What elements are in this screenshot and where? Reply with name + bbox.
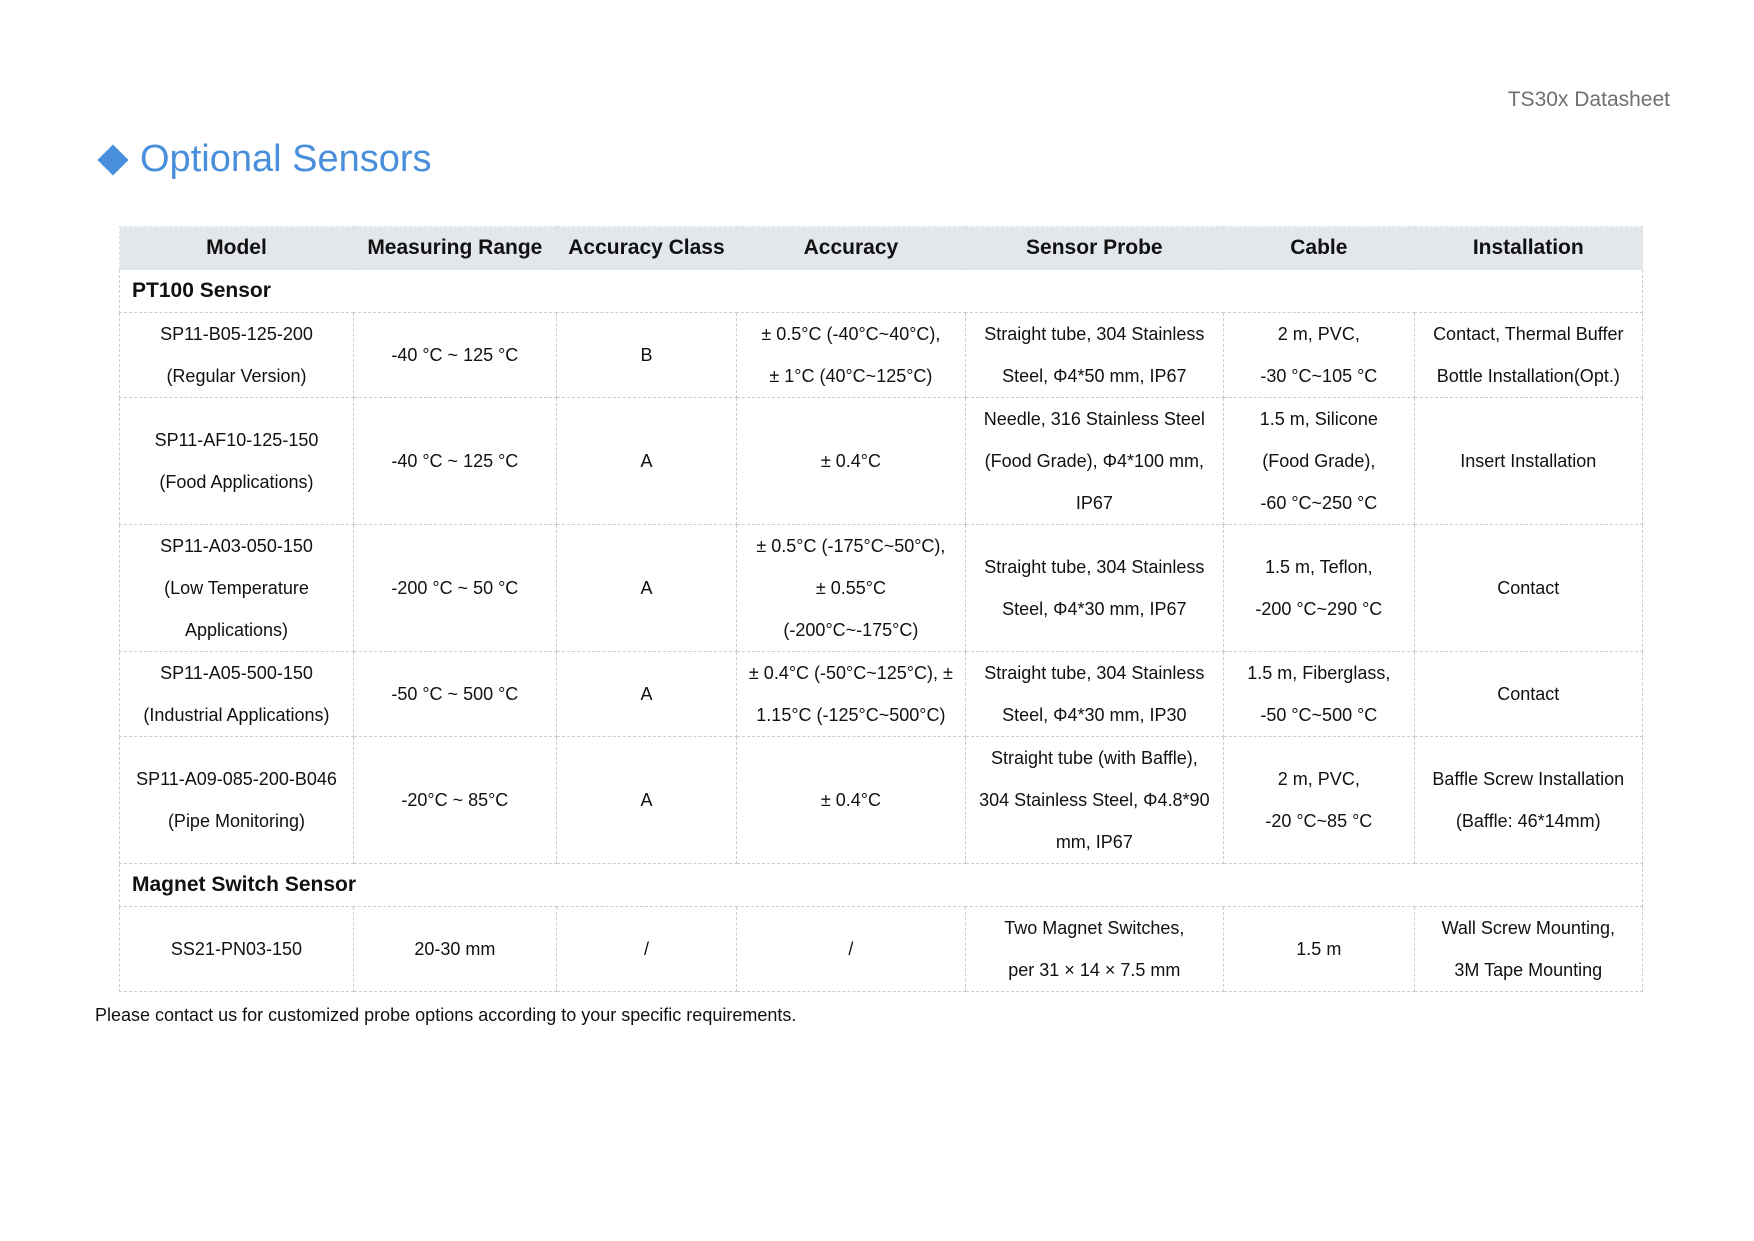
measuring-range-cell: -40 °C ~ 125 °C [353, 398, 556, 525]
cable-cell [1224, 652, 1415, 737]
cell-line: (Industrial Applications) [143, 705, 330, 725]
cell-line: 2 m, PVC, [1277, 769, 1360, 789]
group-title: PT100 Sensor [120, 270, 1643, 313]
cell-line: (-200°C~-175°C) [783, 620, 919, 640]
cell-line: 1.15°C (-125°C~500°C) [756, 705, 946, 725]
installation-cell [1414, 907, 1642, 992]
group-title: Magnet Switch Sensor [120, 864, 1643, 907]
table-row [120, 907, 1643, 992]
installation-cell [1414, 398, 1642, 525]
model-cell [120, 525, 354, 652]
table-header [120, 227, 1643, 270]
cable-cell [1224, 313, 1415, 398]
cell-line: SP11-AF10-125-150 [154, 430, 319, 450]
table-body [120, 270, 1643, 992]
installation-cell [1414, 737, 1642, 864]
cell-line: / [848, 939, 854, 959]
measuring-range-cell: -20°C ~ 85°C [353, 737, 556, 864]
installation-cell [1414, 652, 1642, 737]
cell-line: 304 Stainless Steel, Φ4.8*90 [979, 790, 1210, 810]
accuracy-class-cell: A [556, 525, 736, 652]
column-header: Measuring Range [353, 227, 556, 270]
cell-line: ± 0.5°C (-40°C~40°C), [761, 324, 941, 344]
measuring-range-cell: -200 °C ~ 50 °C [353, 525, 556, 652]
table-header-row [120, 227, 1643, 270]
cable-cell [1224, 907, 1415, 992]
section-heading [96, 138, 432, 181]
cell-line: ± 0.4°C [820, 451, 881, 471]
model-cell [120, 737, 354, 864]
sensor-probe-cell [965, 398, 1223, 525]
table-row [120, 525, 1643, 652]
accuracy-cell [737, 313, 965, 398]
table-row [120, 313, 1643, 398]
cell-line: (Pipe Monitoring) [167, 811, 305, 831]
column-header: Accuracy Class [556, 227, 736, 270]
cell-line: Straight tube (with Baffle), [990, 748, 1198, 768]
cell-line: SP11-A09-085-200-B046 [136, 769, 337, 789]
model-cell [120, 313, 354, 398]
cell-line: Contact, Thermal Buffer [1433, 324, 1624, 344]
cell-line: Steel, Φ4*30 mm, IP67 [1002, 599, 1187, 619]
cell-line: 1.5 m, Teflon, [1264, 557, 1373, 577]
cell-line: Insert Installation [1460, 451, 1597, 471]
cell-line: Steel, Φ4*30 mm, IP30 [1002, 705, 1187, 725]
table-row [120, 652, 1643, 737]
cell-line: mm, IP67 [1055, 832, 1133, 852]
diamond-bullet-icon [97, 144, 128, 175]
cell-line: 2 m, PVC, [1277, 324, 1360, 344]
accuracy-cell [737, 652, 965, 737]
measuring-range-cell: -40 °C ~ 125 °C [353, 313, 556, 398]
column-header: Installation [1414, 227, 1642, 270]
sensor-probe-cell [965, 907, 1223, 992]
cell-line: Baffle Screw Installation [1432, 769, 1625, 789]
cell-line: ± 0.55°C [815, 578, 886, 598]
measuring-range-cell: -50 °C ~ 500 °C [353, 652, 556, 737]
cell-line: Straight tube, 304 Stainless [984, 663, 1205, 683]
cell-line: IP67 [1075, 493, 1113, 513]
column-header: Model [120, 227, 354, 270]
cable-cell [1224, 398, 1415, 525]
sensor-probe-cell [965, 652, 1223, 737]
cell-line: Wall Screw Mounting, [1441, 918, 1615, 938]
cell-line: SP11-B05-125-200 [160, 324, 313, 344]
cell-line: -200 °C~290 °C [1255, 599, 1383, 619]
cell-line: (Food Applications) [159, 472, 314, 492]
sensor-probe-cell [965, 313, 1223, 398]
column-header: Accuracy [737, 227, 965, 270]
table-row [120, 398, 1643, 525]
measuring-range-cell: 20-30 mm [353, 907, 556, 992]
accuracy-class-cell: A [556, 398, 736, 525]
accuracy-cell [737, 907, 965, 992]
cell-line: 1.5 m [1296, 939, 1342, 959]
cell-line: Needle, 316 Stainless Steel [983, 409, 1205, 429]
cell-line: 3M Tape Mounting [1454, 960, 1603, 980]
cable-cell [1224, 737, 1415, 864]
model-cell [120, 652, 354, 737]
accuracy-cell [737, 398, 965, 525]
cell-line: Straight tube, 304 Stainless [984, 557, 1205, 577]
accuracy-class-cell: A [556, 652, 736, 737]
document-header-title: TS30x Datasheet [1507, 88, 1670, 111]
model-cell [120, 398, 354, 525]
column-header: Sensor Probe [965, 227, 1223, 270]
cell-line: 1.5 m, Fiberglass, [1247, 663, 1391, 683]
cell-line: (Baffle: 46*14mm) [1455, 811, 1601, 831]
cell-line: SP11-A05-500-150 [160, 663, 313, 683]
cell-line: -30 °C~105 °C [1260, 366, 1378, 386]
cell-line: Bottle Installation(Opt.) [1436, 366, 1620, 386]
table-row [120, 737, 1643, 864]
accuracy-cell [737, 737, 965, 864]
accuracy-class-cell: / [556, 907, 736, 992]
cable-cell [1224, 525, 1415, 652]
footnote-text: Please contact us for customized probe options according to your specific requirements. [95, 1005, 797, 1025]
cell-line: (Food Grade), [1262, 451, 1376, 471]
model-cell [120, 907, 354, 992]
cell-line: Two Magnet Switches, [1004, 918, 1185, 938]
cell-line: ± 0.4°C (-50°C~125°C), ± [748, 663, 953, 683]
sensor-probe-cell [965, 525, 1223, 652]
cell-line: Steel, Φ4*50 mm, IP67 [1002, 366, 1187, 386]
cell-line: -50 °C~500 °C [1260, 705, 1378, 725]
sensor-probe-cell [965, 737, 1223, 864]
cell-line: (Low Temperature [164, 578, 309, 598]
cell-line: (Food Grade), Φ4*100 mm, [984, 451, 1205, 471]
column-header: Cable [1224, 227, 1415, 270]
cell-line: SP11-A03-050-150 [160, 536, 313, 556]
cell-line: SS21-PN03-150 [170, 939, 303, 959]
cell-line: Contact [1497, 578, 1560, 598]
accuracy-cell [737, 525, 965, 652]
cell-line: per 31 × 14 × 7.5 mm [1008, 960, 1181, 980]
cell-line: -60 °C~250 °C [1260, 493, 1378, 513]
cell-line: ± 0.4°C [820, 790, 881, 810]
cell-line: ± 0.5°C (-175°C~50°C), [756, 536, 946, 556]
cell-line: ± 1°C (40°C~125°C) [769, 366, 933, 386]
installation-cell [1414, 313, 1642, 398]
cell-line: (Regular Version) [166, 366, 307, 386]
installation-cell [1414, 525, 1642, 652]
cell-line: Straight tube, 304 Stainless [984, 324, 1205, 344]
accuracy-class-cell: B [556, 313, 736, 398]
optional-sensors-table [119, 226, 1643, 992]
group-row [120, 864, 1643, 907]
cell-line: 1.5 m, Silicone [1259, 409, 1378, 429]
group-row [120, 270, 1643, 313]
accuracy-class-cell: A [556, 737, 736, 864]
cell-line: Applications) [184, 620, 288, 640]
cell-line: Contact [1497, 684, 1560, 704]
cell-line: -20 °C~85 °C [1265, 811, 1373, 831]
section-title-text: Optional Sensors [140, 138, 432, 180]
